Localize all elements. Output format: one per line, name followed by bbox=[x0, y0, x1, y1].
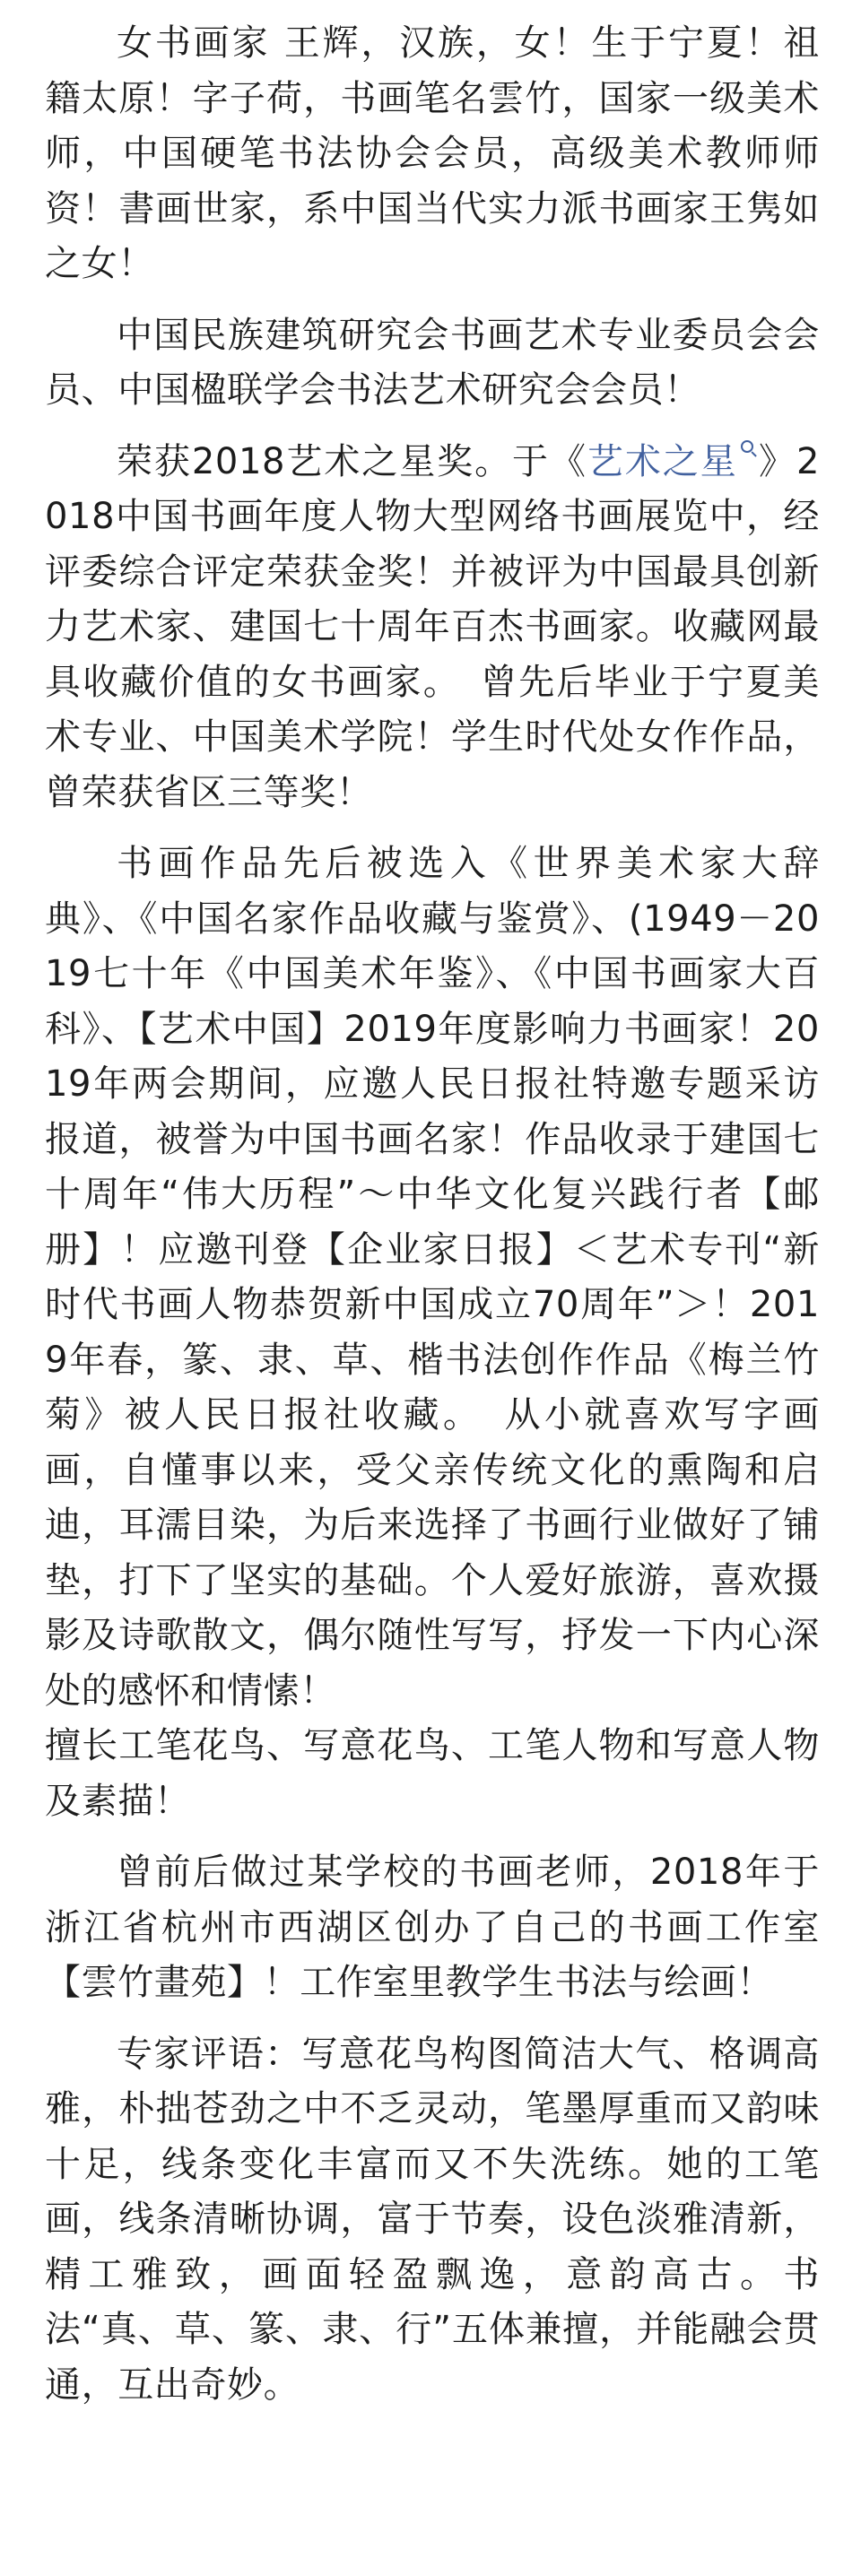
art-star-link[interactable] bbox=[587, 441, 758, 482]
paragraph-studio: 曾前后做过某学校的书画老师，2018年于浙江省杭州市西湖区创办了自己的书画工作室【雲竹畫苑】！工作室里教学生书法与绘画！ bbox=[45, 1852, 820, 2003]
paragraph-expert-review: 专家评语：写意花鸟构图简洁大气、格调高雅，朴拙苍劲之中不乏灵动，笔墨厚重而又韵味十足，线条变化丰富而又不失洗练。她的工笔画，线条清晰协调，富于节奏，设色淡雅清新，精工雅致，画面轻盈飘逸，意韵高古。书法“真、草、篆、隶、行”五体兼擅，并能融会贯通，互出奇妙。 bbox=[45, 2033, 820, 2406]
paragraph-memberships: 中国民族建筑研究会书画艺术专业委员会会员、中国楹联学会书法艺术研究会会员！ bbox=[45, 314, 820, 411]
awards-text-after: 》2018中国书画年度人物大型网络书画展览中，经评委综合评定荣获金奖！并被评为中国最具创新力艺术家、建国七十周年百杰书画家。收藏网最具收藏价值的女书画家。 曾先后毕业于宁夏美术专业、中国美术学院！学生时代处女作作品，曾荣获省区三等奖！ bbox=[45, 440, 820, 813]
search-icon bbox=[738, 435, 758, 462]
awards-text-before: 荣获2018艺术之星奖。于《 bbox=[117, 440, 587, 482]
paragraph-specialties: 擅长工笔花鸟、写意花鸟、工笔人物和写意人物及素描！ bbox=[45, 1725, 820, 1822]
paragraph-publications: 书画作品先后被选入《世界美术家大辞典》、《中国名家作品收藏与鉴赏》、(1949－2019七十年《中国美术年鉴》、《中国书画家大百科》、【艺术中国】2019年度影响力书画家！2019年两会期间，应邀人民日报社特邀专题采访报道，被誉为中国书画名家！作品收录于建国七十周年“伟大历程”～中华文化复兴践行者【邮册】！应邀刊登【企业家日报】＜艺术专刊“新时代书画人物恭贺新中国成立70周年”＞！2019年春，篆、隶、草、楷书法创作作品《梅兰竹菊》被人民日报社收藏。 从小就喜欢写字画画，自懂事以来，受父亲传统文化的熏陶和启迪，耳濡目染，为后来选择了书画行业做好了铺垫，打下了坚实的基础。个人爱好旅游，喜欢摄影及诗歌散文，偶尔随性写写，抒发一下内心深处的感怀和情愫！ bbox=[45, 843, 820, 1712]
paragraph-awards bbox=[45, 435, 820, 821]
art-star-link-label: 艺术之星 bbox=[587, 440, 738, 482]
paragraph-intro: 女书画家 王辉，汉族，女！生于宁夏！祖籍太原！字子荷，书画笔名雲竹，国家一级美术师，中国硬笔书法协会会员，高级美术教师师资！書画世家，系中国当代实力派书画家王隽如之女！ bbox=[45, 22, 820, 284]
